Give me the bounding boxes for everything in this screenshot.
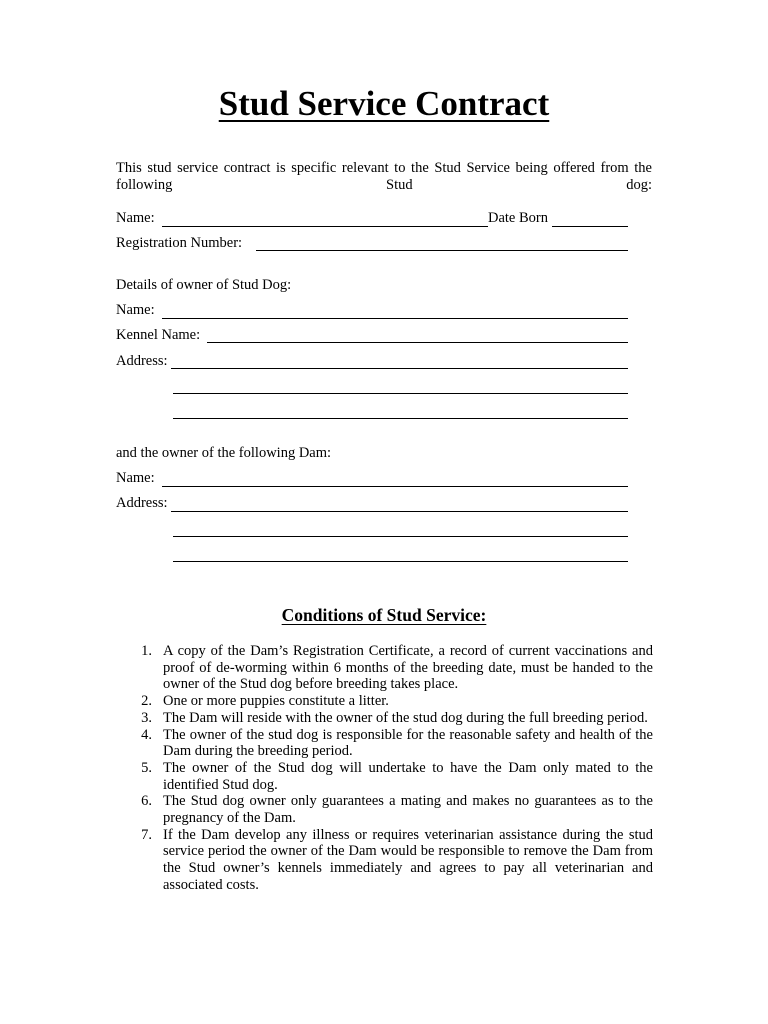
condition-text: The Dam will reside with the owner of the stud dog during the full breeding period. (163, 709, 648, 726)
dam-name-field[interactable] (162, 486, 628, 487)
intro-paragraph: This stud service contract is specific relevant to the Stud Service being offered from the following Stud dog: (116, 160, 652, 193)
registration-label: Registration Number: (116, 235, 243, 251)
condition-number: 6. (141, 793, 152, 810)
condition-text: The Stud dog owner only guarantees a mating and makes no guarantees as to the pregnancy of the Dam. (163, 793, 653, 827)
condition-text: The owner of the Stud dog will undertake to have the Dam only mated to the identified Stud dog. (163, 759, 653, 793)
conditions-list (132, 643, 653, 894)
dam-address-field-line-2[interactable] (173, 536, 628, 537)
condition-item (132, 727, 653, 760)
owner-section-heading: Details of owner of Stud Dog: (116, 277, 292, 293)
condition-text: One or more puppies constitute a litter. (163, 693, 389, 710)
condition-number: 1. (141, 643, 152, 659)
condition-text: If the Dam develop any illness or requires veterinarian assistance during the stud service period the owner of the Dam would be responsible to remove the Dam from the Stud owner’s kennels immediately and agrees to pay all veterinarian and associated costs. (163, 826, 653, 893)
condition-item (132, 710, 653, 727)
owner-address-field-line-2[interactable] (173, 393, 628, 394)
condition-number: 2. (141, 693, 152, 710)
dam-name-label: Name: (116, 470, 155, 486)
date-born-field[interactable] (552, 226, 628, 227)
condition-text: A copy of the Dam’s Registration Certificate, a record of current vaccinations and proof of de-worming within 6 months of the breeding date, must be handed to the owner of the Stud dog before breeding takes place. (163, 643, 653, 693)
owner-name-label: Name: (116, 302, 155, 318)
date-born-label: Date Born (488, 210, 548, 226)
condition-item (132, 793, 653, 826)
dam-address-label: Address: (116, 495, 168, 511)
owner-address-field-line-3[interactable] (173, 418, 628, 419)
stud-name-label: Name: (116, 210, 155, 226)
dam-address-field-line-1[interactable] (171, 511, 628, 512)
dam-section-heading: and the owner of the following Dam: (116, 445, 332, 461)
condition-number: 3. (141, 709, 152, 726)
owner-address-field-line-1[interactable] (171, 368, 628, 369)
condition-number: 5. (141, 759, 152, 776)
conditions-heading: Conditions of Stud Service: (281, 605, 487, 625)
condition-item (132, 693, 653, 710)
condition-item (132, 760, 653, 793)
condition-item (132, 827, 653, 894)
condition-text: The owner of the stud dog is responsible for the reasonable safety and health of the Dam during the breeding period. (163, 726, 653, 760)
page-title: Stud Service Contract (218, 84, 550, 123)
kennel-name-label: Kennel Name: (116, 327, 201, 343)
stud-name-field[interactable] (162, 226, 488, 227)
condition-item (132, 643, 653, 693)
owner-name-field[interactable] (162, 318, 628, 319)
dam-address-field-line-3[interactable] (173, 561, 628, 562)
condition-number: 7. (141, 826, 152, 843)
kennel-name-field[interactable] (207, 342, 628, 343)
owner-address-label: Address: (116, 353, 168, 369)
condition-number: 4. (141, 726, 152, 743)
registration-field[interactable] (256, 250, 628, 251)
